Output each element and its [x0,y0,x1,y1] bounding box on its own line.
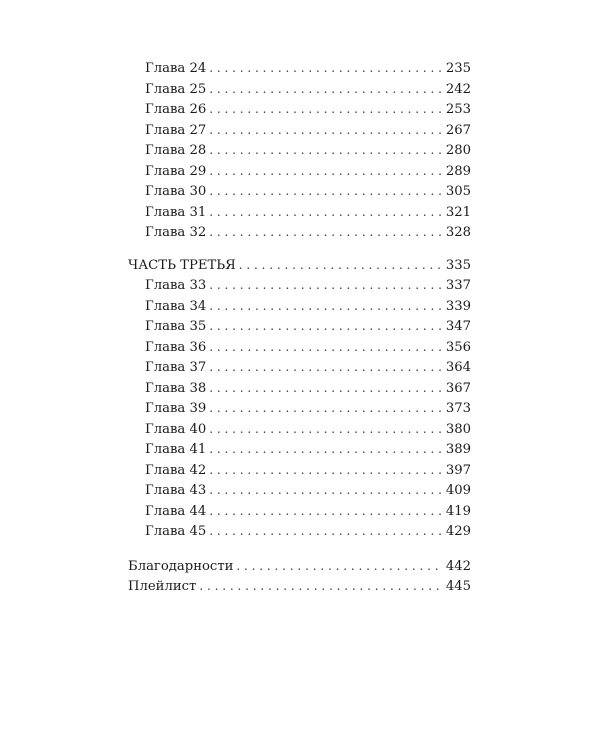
toc-entry-page: 337 [445,278,471,293]
toc-entry-page: 235 [445,61,471,76]
toc-entry-page: 364 [445,360,471,375]
dot-leader [209,99,443,120]
dot-leader [209,222,443,243]
dot-leader [209,357,443,378]
toc-entry-label: Глава 32 [145,225,207,240]
dot-leader [209,181,443,202]
toc-entry-chapter-42[interactable] [128,460,471,481]
toc-entry-page: 267 [445,122,471,138]
toc-entry-label: Глава 40 [145,421,207,437]
toc-entry-label: Глава 27 [145,122,207,138]
table-of-contents [128,58,471,597]
dot-leader [209,120,443,141]
dot-leader [209,296,443,317]
dot-leader [209,79,443,100]
toc-entry-page: 445 [445,579,471,594]
toc-entry-label: Глава 31 [145,204,207,220]
toc-entry-chapter-36[interactable] [128,337,471,358]
toc-entry-chapter-33[interactable] [128,275,471,296]
toc-entry-label: Глава 24 [145,61,207,76]
toc-entry-page: 397 [445,462,471,478]
toc-entry-label: Глава 35 [145,319,207,334]
toc-entry-page: 289 [445,163,471,179]
toc-entry-page: 321 [445,204,471,220]
toc-entry-page: 305 [445,184,471,199]
toc-entry-chapter-25[interactable] [128,79,471,100]
dot-leader [239,255,443,276]
dot-leader [209,501,443,522]
dot-leader [209,337,443,358]
toc-entry-chapter-38[interactable] [128,378,471,399]
toc-entry-chapter-39[interactable] [128,398,471,419]
toc-entry-page: 389 [445,442,471,457]
toc-entry-chapter-29[interactable] [128,161,471,182]
toc-entry-chapter-28[interactable] [128,140,471,161]
toc-entry-page: 442 [445,558,471,574]
toc-entry-chapter-32[interactable] [128,222,471,243]
toc-entry-acknowledgements[interactable] [128,556,471,577]
toc-entry-page: 280 [445,143,471,158]
toc-entry-chapter-27[interactable] [128,120,471,141]
toc-entry-page: 429 [445,524,471,539]
dot-leader [209,521,443,542]
toc-entry-label: Глава 38 [145,380,207,396]
toc-entry-page: 328 [445,225,471,240]
dot-leader [209,202,443,223]
toc-entry-page: 380 [445,421,471,437]
toc-entry-chapter-44[interactable] [128,501,471,522]
toc-entry-page: 409 [445,483,471,498]
toc-entry-page: 253 [445,102,471,117]
toc-entry-page: 335 [445,257,471,273]
toc-entry-page: 242 [445,81,471,97]
toc-entry-label: Глава 34 [145,298,207,314]
section-spacer [128,542,471,556]
dot-leader [199,576,443,597]
toc-entry-chapter-24[interactable] [128,58,471,79]
toc-entry-chapter-31[interactable] [128,202,471,223]
dot-leader [209,161,443,182]
toc-entry-label: Глава 39 [145,401,207,416]
toc-entry-chapter-34[interactable] [128,296,471,317]
toc-entry-label: Глава 33 [145,278,207,293]
toc-entry-page: 347 [445,319,471,334]
toc-entry-label: Глава 28 [145,143,207,158]
toc-entry-chapter-43[interactable] [128,480,471,501]
toc-entry-part-three[interactable] [128,255,471,276]
toc-entry-label: Плейлист [128,579,197,594]
toc-entry-page: 367 [445,380,471,396]
toc-part-label: ЧАСТЬ ТРЕТЬЯ [128,257,236,273]
toc-entry-chapter-41[interactable] [128,439,471,460]
toc-entry-page: 373 [445,401,471,416]
toc-entry-label: Глава 25 [145,81,207,97]
toc-entry-chapter-45[interactable] [128,521,471,542]
toc-entry-label: Благодарности [128,558,234,574]
dot-leader [209,419,443,440]
dot-leader [209,480,443,501]
toc-entry-chapter-30[interactable] [128,181,471,202]
toc-entry-page: 339 [445,298,471,314]
dot-leader [209,275,443,296]
dot-leader [209,439,443,460]
toc-entry-label: Глава 42 [145,462,207,478]
toc-entry-label: Глава 41 [145,442,207,457]
toc-entry-chapter-35[interactable] [128,316,471,337]
toc-entry-page: 356 [445,339,471,355]
dot-leader [236,556,442,577]
toc-entry-label: Глава 43 [145,483,207,498]
dot-leader [209,140,443,161]
toc-entry-label: Глава 37 [145,360,207,375]
toc-entry-chapter-37[interactable] [128,357,471,378]
toc-entry-label: Глава 45 [145,524,207,539]
dot-leader [209,398,443,419]
toc-entry-label: Глава 26 [145,102,207,117]
toc-entry-label: Глава 36 [145,339,207,355]
toc-entry-page: 419 [445,503,471,519]
section-spacer [128,243,471,255]
toc-entry-chapter-26[interactable] [128,99,471,120]
toc-entry-label: Глава 30 [145,184,207,199]
dot-leader [209,58,443,79]
dot-leader [209,378,443,399]
dot-leader [209,316,443,337]
toc-entry-label: Глава 29 [145,163,207,179]
toc-entry-chapter-40[interactable] [128,419,471,440]
dot-leader [209,460,443,481]
toc-entry-label: Глава 44 [145,503,207,519]
toc-entry-playlist[interactable] [128,576,471,597]
